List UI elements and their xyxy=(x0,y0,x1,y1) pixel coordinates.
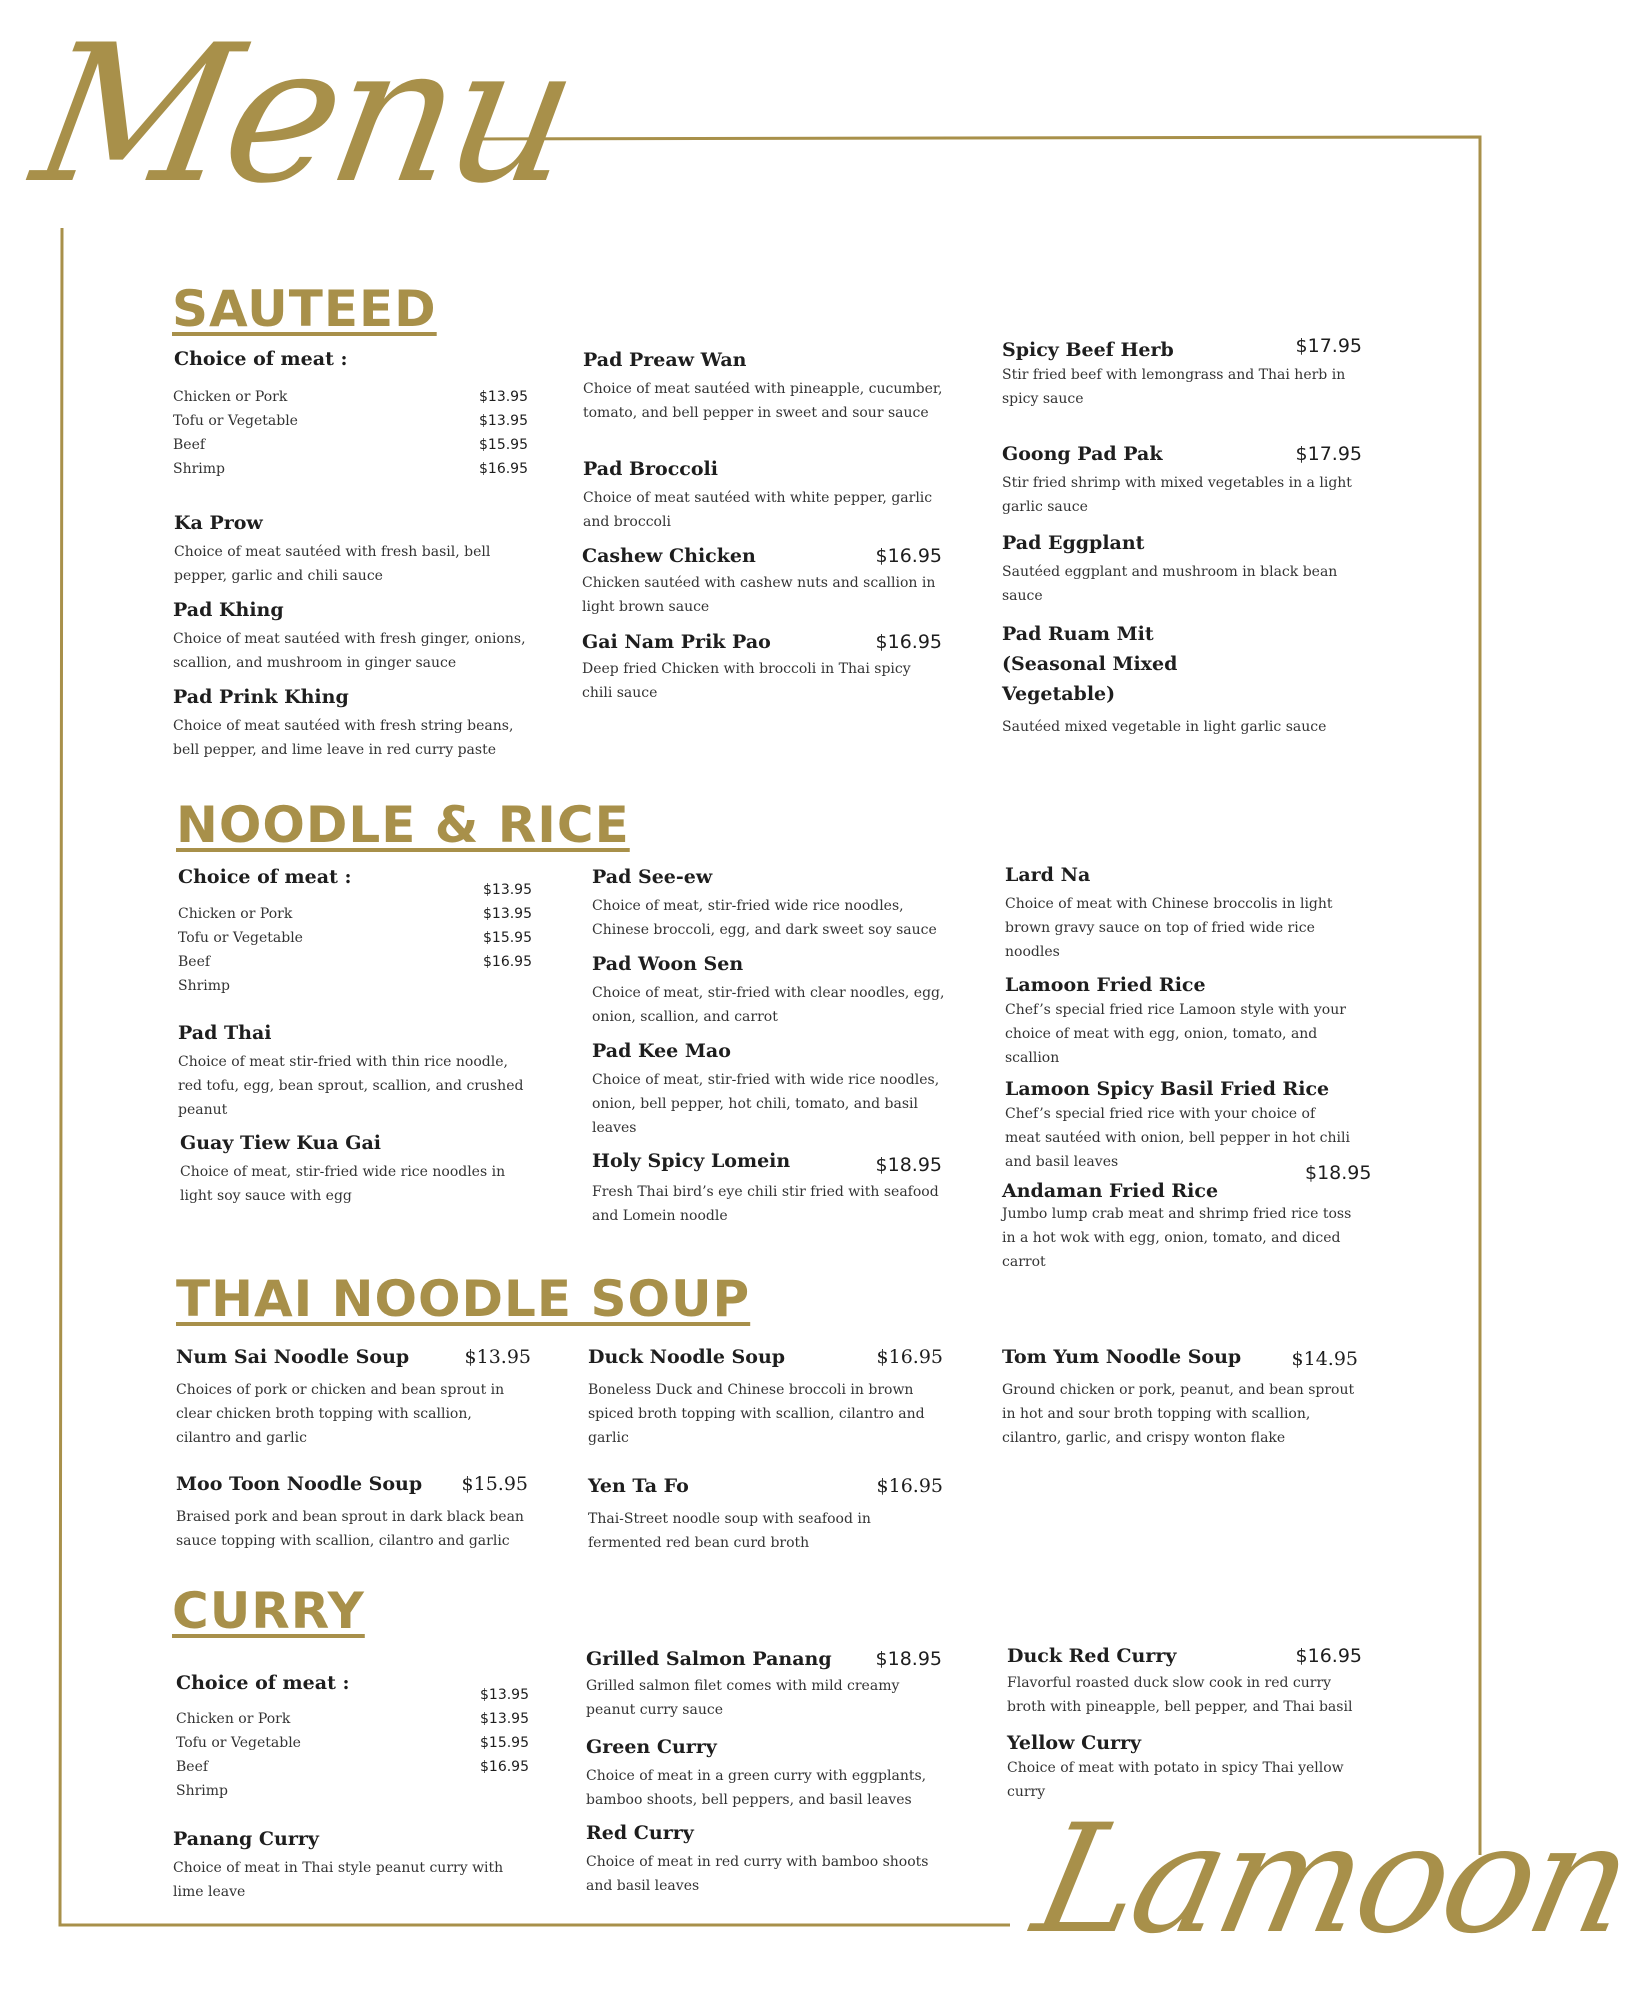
item-description: Choice of meat sautéed with fresh string beans, bell pepper, and lime leave in red curry paste xyxy=(173,718,514,758)
item-description: Boneless Duck and Chinese broccoli in brown spiced broth topping with scallion, cilantro and garlic xyxy=(588,1382,925,1446)
menu-item xyxy=(1007,1645,1362,1719)
list-item: $16.95 xyxy=(483,954,532,970)
item-description: Choice of meat in Thai style peanut curry with lime leave xyxy=(173,1860,504,1900)
menu-item xyxy=(180,1132,520,1208)
list-item: Tofu or Vegetable $13.95 xyxy=(173,413,528,429)
list-item: Shrimp $16.95 xyxy=(173,461,528,477)
item-name: Lamoon Fried Rice xyxy=(1005,974,1206,996)
item-price: $18.95 xyxy=(875,1154,942,1176)
item-price: $18.95 xyxy=(1305,1162,1372,1184)
item-name: Duck Red Curry xyxy=(1007,1645,1177,1667)
item-name: Panang Curry xyxy=(173,1828,319,1850)
item-price: $16.95 xyxy=(1295,1645,1362,1667)
item-name: Pad Khing xyxy=(173,599,284,621)
menu-item xyxy=(174,512,514,588)
item-price: $15.95 xyxy=(461,1473,528,1495)
item-name: Guay Tiew Kua Gai xyxy=(180,1132,382,1154)
item-price: $18.95 xyxy=(875,1648,942,1670)
section-heading-noodle-rice: NOODLE & RICE xyxy=(176,796,630,854)
menu-item xyxy=(173,686,523,762)
item-price: $16.95 xyxy=(875,631,942,653)
choice-of-meat-label: Choice of meat : xyxy=(176,1672,350,1694)
menu-item xyxy=(176,1346,531,1450)
item-name: Pad Eggplant xyxy=(1002,532,1145,554)
meat-list xyxy=(176,1707,301,1803)
meat-list xyxy=(178,902,303,998)
menu-item xyxy=(592,953,952,1029)
item-name: Holy Spicy Lomein xyxy=(592,1150,791,1172)
item-name: Gai Nam Prik Pao xyxy=(582,631,771,653)
menu-item xyxy=(592,1150,942,1228)
list-item: Shrimp xyxy=(176,1783,229,1799)
menu-item xyxy=(583,458,943,534)
list-item: Beef $15.95 xyxy=(173,437,528,453)
item-price: $14.95 xyxy=(1291,1348,1358,1370)
item-description: Thai-Street noodle soup with seafood in fermented red bean curd broth xyxy=(588,1511,871,1551)
item-description: Ground chicken or pork, peanut, and bean sprout in hot and sour broth topping with scallion, cilantro, garlic, and crispy wonton flake xyxy=(1002,1382,1355,1446)
brand-logo: Lamoon xyxy=(1021,1793,1643,1967)
item-name: Pad Prink Khing xyxy=(173,686,349,708)
item-name: Spicy Beef Herb xyxy=(1002,339,1174,361)
item-name: Green Curry xyxy=(586,1736,717,1758)
list-item: $13.95 xyxy=(480,1687,529,1703)
item-name: Pad Kee Mao xyxy=(592,1040,731,1062)
item-description: Jumbo lump crab meat and shrimp fried rice toss in a hot wok with egg, onion, tomato, and diced carrot xyxy=(1002,1206,1352,1270)
item-description: Choices of pork or chicken and bean sprout in clear chicken broth topping with scallion, cilantro and garlic xyxy=(176,1382,505,1446)
menu-item xyxy=(1005,974,1355,1070)
menu-item xyxy=(586,1648,942,1722)
menu-item xyxy=(173,1828,523,1904)
item-name: Num Sai Noodle Soup xyxy=(176,1346,410,1368)
list-item: $15.95 xyxy=(483,930,532,946)
item-description: Deep fried Chicken with broccoli in Thai spicy chili sauce xyxy=(582,661,911,701)
item-description: Choice of meat, stir-fried wide rice noodles, Chinese broccoli, egg, and dark sweet soy sauce xyxy=(592,898,937,938)
item-description: Choice of meat, stir-fried wide rice noodles in light soy sauce with egg xyxy=(180,1164,506,1204)
list-item: Shrimp xyxy=(178,978,231,994)
item-description: Sautéed mixed vegetable in light garlic sauce xyxy=(1002,719,1327,735)
item-description: Chef’s special fried rice with your choice of meat sautéed with onion, bell pepper in hot chili and basil leaves xyxy=(1005,1106,1350,1170)
item-name: Red Curry xyxy=(586,1822,694,1844)
menu-item xyxy=(588,1346,943,1450)
item-description: Braised pork and bean sprout in dark black bean sauce topping with scallion, cilantro and garlic xyxy=(176,1509,524,1549)
item-name: Pad Woon Sen xyxy=(592,953,744,975)
menu-item xyxy=(1002,1180,1362,1274)
item-description: Sautéed eggplant and mushroom in black bean sauce xyxy=(1002,564,1338,604)
price-list xyxy=(483,878,532,974)
item-name: Pad Thai xyxy=(178,1022,272,1044)
item-description: Choice of meat sautéed with fresh basil, bell pepper, garlic and chili sauce xyxy=(174,544,491,584)
item-description: Chicken sautéed with cashew nuts and scallion in light brown sauce xyxy=(582,575,936,615)
section-heading-noodle-soup: THAI NOODLE SOUP xyxy=(176,1270,751,1328)
list-item: Beef xyxy=(176,1759,209,1775)
item-name: Cashew Chicken xyxy=(582,545,756,567)
item-name: Pad See-ew xyxy=(592,866,713,888)
section-heading-curry: CURRY xyxy=(172,1582,365,1640)
item-description: Choice of meat sautéed with pineapple, cucumber, tomato, and bell pepper in sweet and sour sauce xyxy=(583,381,943,421)
item-description: Choice of meat in a green curry with eggplants, bamboo shoots, bell peppers, and basil leaves xyxy=(586,1768,927,1808)
meat-price-list xyxy=(173,385,528,481)
menu-item xyxy=(582,545,942,619)
menu-item xyxy=(1002,1346,1358,1450)
item-description: Choice of meat with Chinese broccolis in light brown gravy sauce on top of fried wide rice noodles xyxy=(1005,896,1333,960)
item-description: Choice of meat, stir-fried with clear noodles, egg, onion, scallion, and carrot xyxy=(592,985,945,1025)
item-description: Flavorful roasted duck slow cook in red curry broth with pineapple, bell pepper, and Thai basil xyxy=(1007,1675,1353,1715)
item-name: Andaman Fried Rice xyxy=(1002,1180,1219,1202)
list-item: $13.95 xyxy=(483,882,532,898)
list-item: Chicken or Pork $13.95 xyxy=(173,389,528,405)
menu-item xyxy=(592,1040,952,1140)
list-item: $15.95 xyxy=(480,1735,529,1751)
item-price: $16.95 xyxy=(876,1346,943,1368)
item-description: Choice of meat stir-fried with thin rice noodle, red tofu, egg, bean sprout, scallion, and crushed peanut xyxy=(178,1054,524,1118)
item-name: Pad Broccoli xyxy=(583,458,718,480)
choice-of-meat-label: Choice of meat : xyxy=(174,348,348,370)
item-name: Goong Pad Pak xyxy=(1002,443,1163,465)
item-name: Lamoon Spicy Basil Fried Rice xyxy=(1005,1078,1330,1100)
menu-item xyxy=(582,631,942,705)
list-item: Chicken or Pork xyxy=(176,1711,291,1727)
menu-item xyxy=(586,1822,946,1898)
item-name: Pad Ruam Mit (Seasonal Mixed Vegetable) xyxy=(1002,623,1178,705)
item-description: Choice of meat with potato in spicy Thai yellow curry xyxy=(1007,1760,1344,1800)
item-description: Choice of meat, stir-fried with wide rice noodles, onion, bell pepper, hot chili, tomato, and basil leaves xyxy=(592,1072,940,1136)
item-price: $17.95 xyxy=(1295,443,1362,465)
item-price: $16.95 xyxy=(875,545,942,567)
menu-item xyxy=(583,349,943,425)
price-list xyxy=(480,1683,529,1779)
item-description: Chef’s special fried rice Lamoon style with your choice of meat with egg, onion, tomato, and scallion xyxy=(1005,1002,1346,1066)
menu-item xyxy=(173,599,533,675)
menu-item xyxy=(1002,443,1362,519)
list-item: Chicken or Pork xyxy=(178,906,293,922)
item-description: Fresh Thai bird’s eye chili stir fried with seafood and Lomein noodle xyxy=(592,1184,939,1224)
item-name: Ka Prow xyxy=(174,512,263,534)
item-name: Moo Toon Noodle Soup xyxy=(176,1473,423,1495)
menu-item xyxy=(1007,1732,1362,1804)
menu-item xyxy=(1002,532,1362,608)
item-description: Stir fried beef with lemongrass and Thai herb in spicy sauce xyxy=(1002,367,1346,407)
menu-item xyxy=(1005,864,1355,964)
item-description: Grilled salmon filet comes with mild creamy peanut curry sauce xyxy=(586,1678,900,1718)
menu-item xyxy=(588,1475,943,1555)
item-description: Choice of meat in red curry with bamboo shoots and basil leaves xyxy=(586,1854,929,1894)
list-item: $16.95 xyxy=(480,1759,529,1775)
item-name: Duck Noodle Soup xyxy=(588,1346,786,1368)
menu-item xyxy=(1005,1078,1355,1174)
item-price: $16.95 xyxy=(876,1475,943,1497)
item-description: Choice of meat sautéed with white pepper, garlic and broccoli xyxy=(583,490,933,530)
item-description: Choice of meat sautéed with fresh ginger, onions, scallion, and mushroom in ginger sauce xyxy=(173,631,526,671)
item-name: Pad Preaw Wan xyxy=(583,349,747,371)
menu-item xyxy=(1002,335,1362,411)
section-heading-sauteed: SAUTEED xyxy=(172,280,437,338)
item-name: Yellow Curry xyxy=(1007,1732,1142,1754)
item-name: Grilled Salmon Panang xyxy=(586,1648,832,1670)
menu-item xyxy=(592,866,952,942)
list-item: Tofu or Vegetable xyxy=(176,1735,301,1751)
list-item: $13.95 xyxy=(480,1711,529,1727)
item-description: Stir fried shrimp with mixed vegetables in a light garlic sauce xyxy=(1002,475,1352,515)
menu-item xyxy=(178,1022,528,1122)
choice-of-meat-label: Choice of meat : xyxy=(178,866,352,888)
item-price: $17.95 xyxy=(1295,335,1362,357)
item-name: Yen Ta Fo xyxy=(588,1475,689,1497)
menu-item xyxy=(586,1736,946,1812)
list-item: Tofu or Vegetable xyxy=(178,930,303,946)
menu-item xyxy=(1002,619,1327,739)
menu-item xyxy=(176,1473,528,1553)
item-name: Tom Yum Noodle Soup xyxy=(1002,1346,1242,1368)
item-price: $13.95 xyxy=(464,1346,531,1368)
menu-logo: Menu xyxy=(20,4,588,225)
list-item: $13.95 xyxy=(483,906,532,922)
list-item: Beef xyxy=(178,954,211,970)
item-name: Lard Na xyxy=(1005,864,1091,886)
